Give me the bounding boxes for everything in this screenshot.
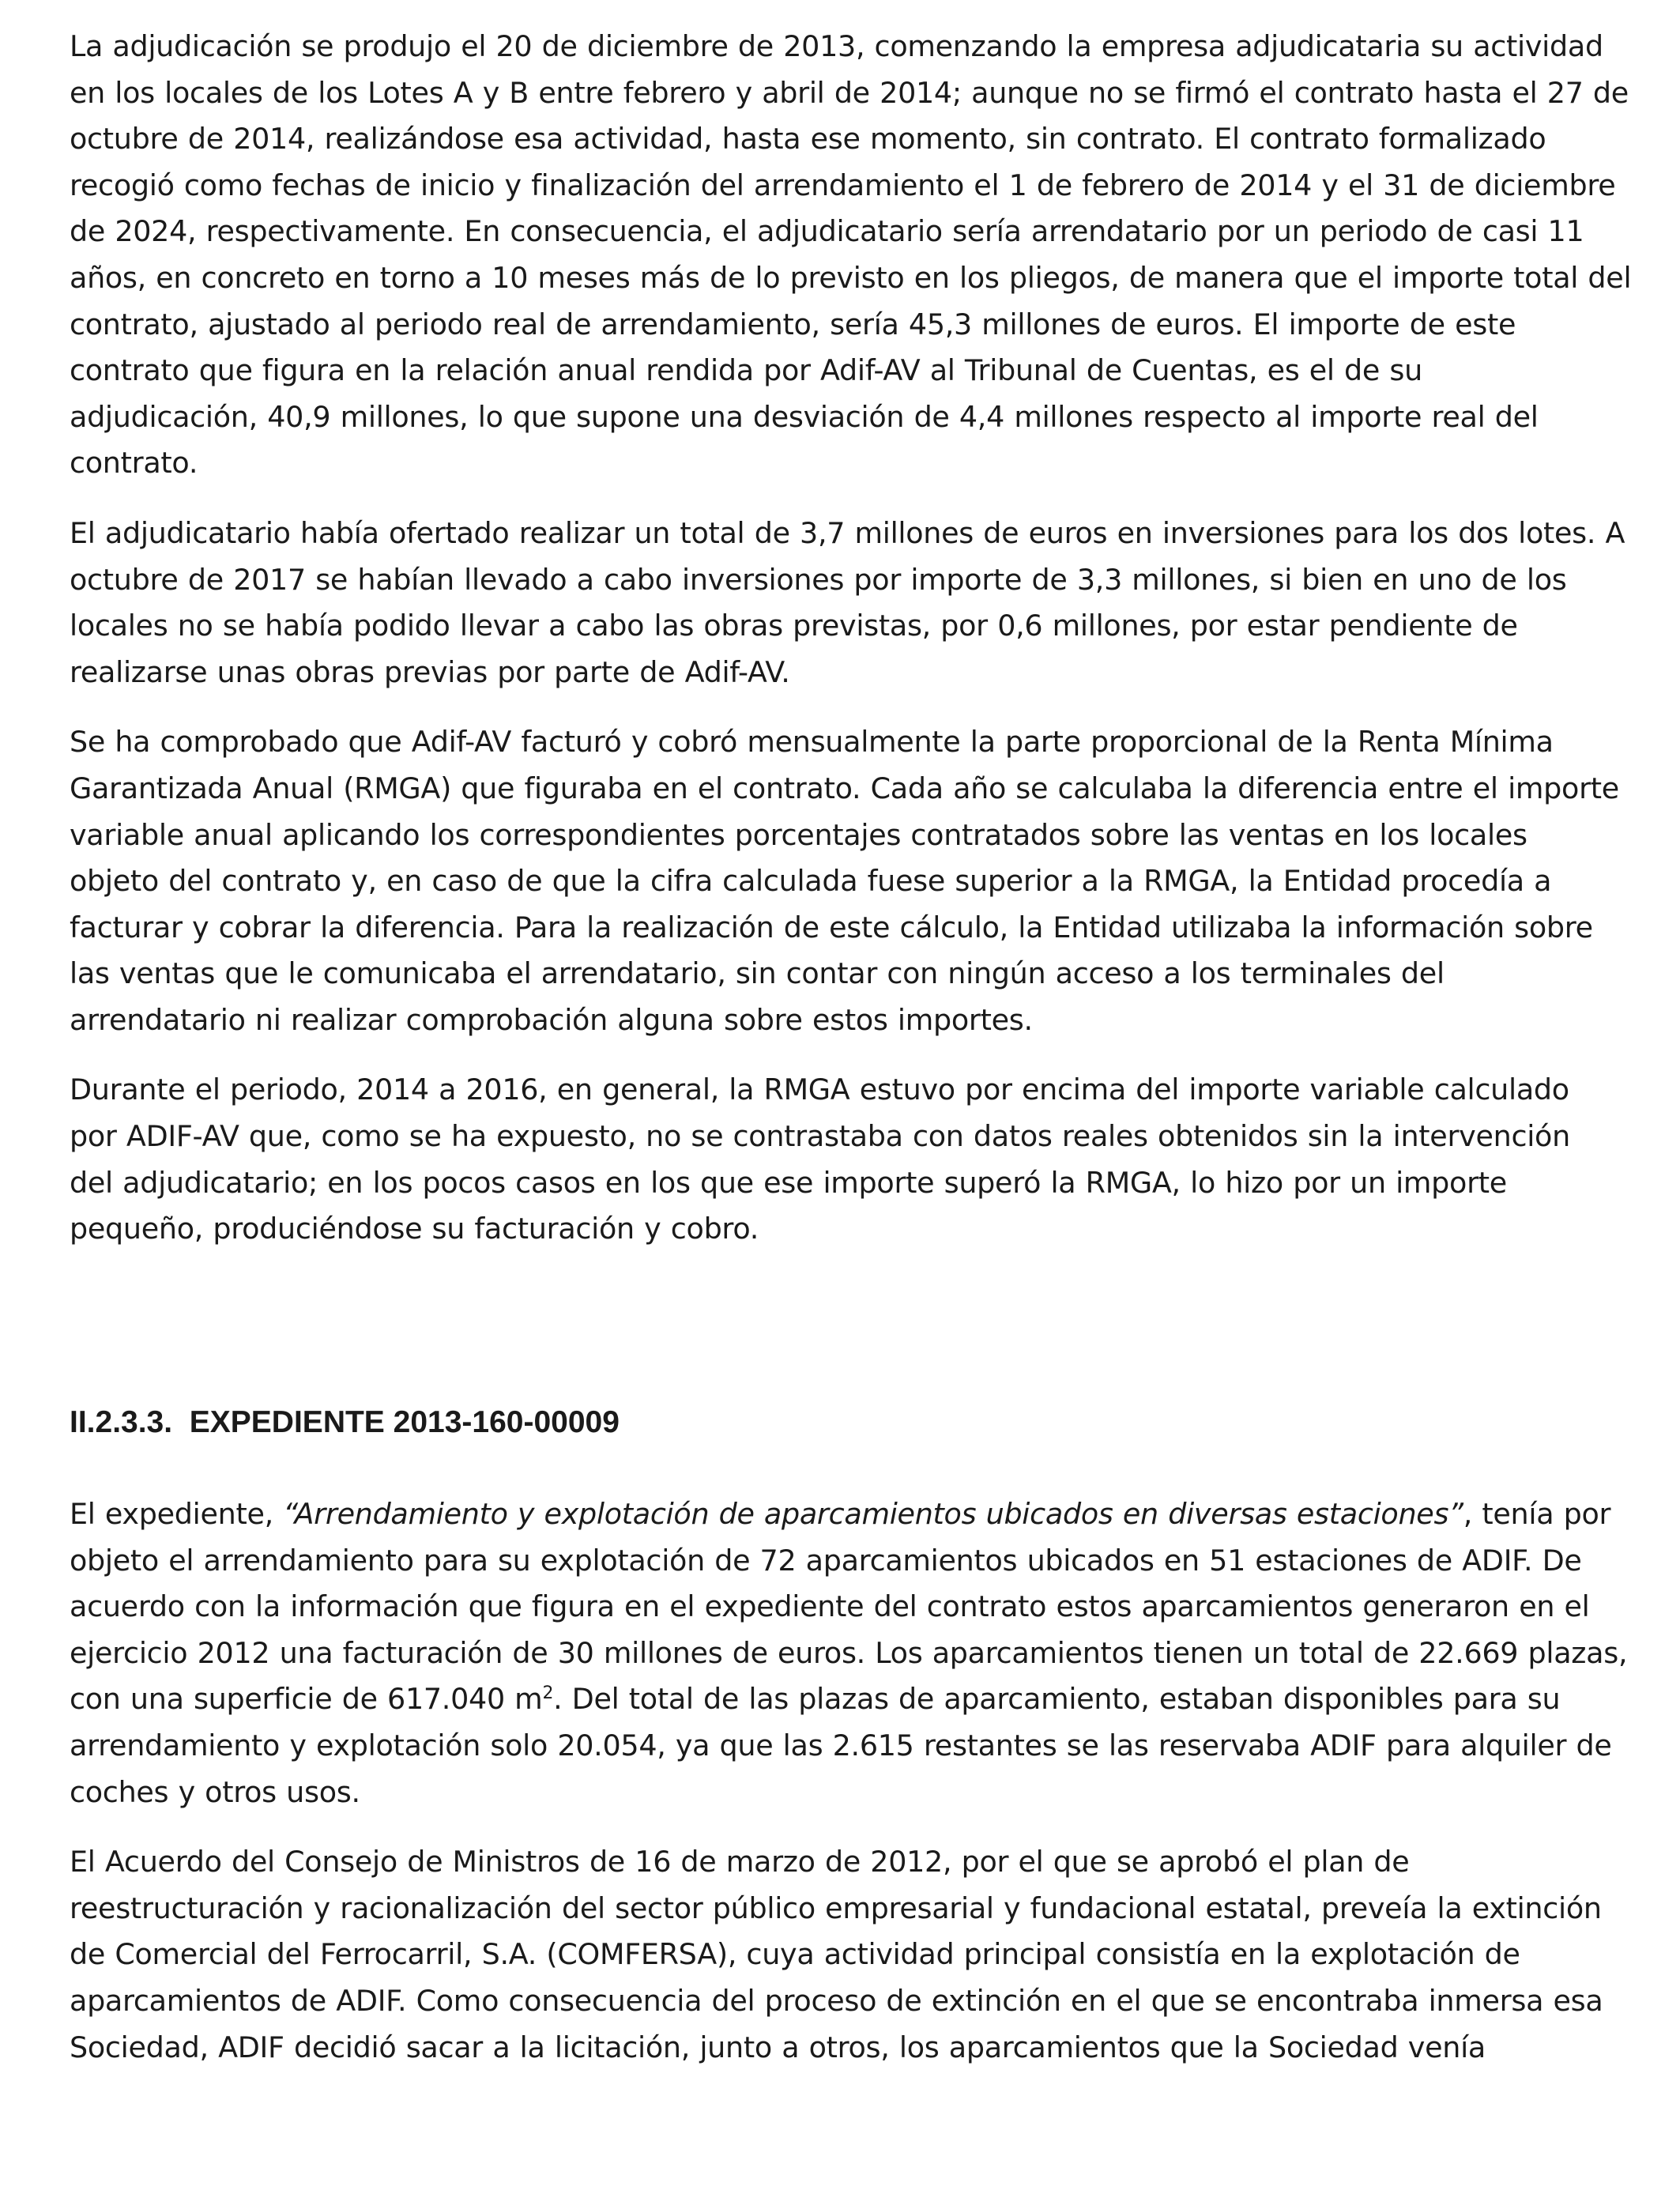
text-line: locales no se había podido llevar a cabo las obras previstas, por 0,6 millones, por estar pendiente de <box>70 609 1518 643</box>
paragraph-adjudicacion <box>70 24 1632 487</box>
text-line: variable anual aplicando los correspondientes porcentajes contratados sobre las ventas en los locales <box>70 817 1527 852</box>
text-line: recogió como fechas de inicio y finalización del arrendamiento el 1 de febrero de 2014 y el 31 de diciembre <box>70 168 1616 202</box>
text-line: adjudicación, 40,9 millones, lo que supone una desviación de 4,4 millones respecto al importe real del <box>70 399 1539 434</box>
text-line: acuerdo con la información que figura en el expediente del contrato estos aparcamientos generaron en el <box>70 1589 1590 1624</box>
text-line: coches y otros usos. <box>70 1774 360 1809</box>
text-line: de Comercial del Ferrocarril, S.A. (COMFERSA), cuya actividad principal consistía en la explotación de <box>70 1937 1520 1972</box>
text-line: las ventas que le comunicaba el arrendatario, sin contar con ningún acceso a los terminales del <box>70 956 1445 991</box>
text-span: El expediente, <box>70 1497 284 1531</box>
text-line: pequeño, produciéndose su facturación y cobro. <box>70 1212 759 1246</box>
text-line: aparcamientos de ADIF. Como consecuencia del proceso de extinción en el que se encontraba inmersa esa <box>70 1983 1603 2018</box>
paragraph-expediente <box>70 1491 1628 1815</box>
text-span: , tenía por <box>1463 1497 1611 1531</box>
document-page <box>70 24 1632 2064</box>
text-line: objeto del contrato y, en caso de que la cifra calculada fuese superior a la RMGA, la Entidad procedía a <box>70 864 1552 899</box>
text-line: El adjudicatario había ofertado realizar un total de 3,7 millones de euros en inversiones para los dos lotes. A <box>70 515 1625 550</box>
text-line: realizarse unas obras previas por parte de Adif-AV. <box>70 654 790 689</box>
text-line: Durante el periodo, 2014 a 2016, en general, la RMGA estuvo por encima del importe variable calculado <box>70 1072 1569 1107</box>
text-line: Sociedad, ADIF decidió sacar a la licitación, junto a otros, los aparcamientos que la Sociedad venía <box>70 2030 1486 2064</box>
text-line: arrendatario ni realizar comprobación alguna sobre estos importes. <box>70 1002 1033 1037</box>
text-line: Garantizada Anual (RMGA) que figuraba en el contrato. Cada año se calculaba la diferencia entre el importe <box>70 771 1619 805</box>
text-line <box>70 1491 1618 1538</box>
text-line: reestructuración y racionalización del sector público empresarial y fundacional estatal, preveía la extinción <box>70 1891 1602 1925</box>
text-span: . Del total de las plazas de aparcamiento, estaban disponibles para su <box>553 1682 1561 1717</box>
text-line: octubre de 2014, realizándose esa actividad, hasta ese momento, sin contrato. El contrato formalizado <box>70 122 1546 156</box>
text-line: arrendamiento y explotación solo 20.054, ya que las 2.615 restantes se las reservaba ADIF para alquiler de <box>70 1728 1612 1762</box>
expediente-section <box>70 1491 1628 2094</box>
paragraph-acuerdo <box>70 1839 1618 2071</box>
text-span: con una superficie de 617.040 m <box>70 1682 543 1717</box>
superscript: 2 <box>542 1683 554 1704</box>
text-line: contrato, ajustado al periodo real de arrendamiento, sería 45,3 millones de euros. El importe de este <box>70 307 1516 341</box>
text-line <box>70 1676 1618 1723</box>
text-line: en los locales de los Lotes A y B entre febrero y abril de 2014; aunque no se firmó el contrato hasta el 27 de <box>70 75 1629 110</box>
text-line: de 2024, respectivamente. En consecuencia, el adjudicatario sería arrendatario por un periodo de casi 11 <box>70 214 1584 249</box>
text-line: ejercicio 2012 una facturación de 30 millones de euros. Los aparcamientos tienen un total de 22.669 plazas, <box>70 1635 1628 1670</box>
text-line: por ADIF-AV que, como se ha expuesto, no se contrastaba con datos reales obtenidos sin la intervención <box>70 1119 1570 1154</box>
text-line: objeto el arrendamiento para su explotación de 72 aparcamientos ubicados en 51 estaciones de ADIF. De <box>70 1543 1582 1578</box>
text-line: del adjudicatario; en los pocos casos en los que ese importe superó la RMGA, lo hizo por un importe <box>70 1165 1507 1200</box>
text-line: La adjudicación se produjo el 20 de diciembre de 2013, comenzando la empresa adjudicataria su actividad <box>70 29 1603 63</box>
text-line: octubre de 2017 se habían llevado a cabo inversiones por importe de 3,3 millones, si bien en uno de los <box>70 562 1567 597</box>
text-line: facturar y cobrar la diferencia. Para la realización de este cálculo, la Entidad utilizaba la información sobre <box>70 910 1593 944</box>
text-line: contrato que figura en la relación anual rendida por Adif-AV al Tribunal de Cuentas, es el de su <box>70 353 1422 388</box>
section-heading: II.2.3.3. EXPEDIENTE 2013-160-00009 <box>70 1405 620 1439</box>
paragraph-rmga <box>70 719 1618 1043</box>
paragraph-periodo <box>70 1067 1618 1252</box>
text-line: El Acuerdo del Consejo de Ministros de 16 de marzo de 2012, por el que se aprobó el plan de <box>70 1845 1410 1879</box>
text-line: contrato. <box>70 446 198 481</box>
text-line: años, en concreto en torno a 10 meses más de lo previsto en los pliegos, de manera que el importe total del <box>70 260 1632 295</box>
text-line: Se ha comprobado que Adif-AV facturó y cobró mensualmente la parte proporcional de la Renta Mínima <box>70 725 1554 760</box>
paragraph-inversiones <box>70 511 1625 696</box>
contract-title: “Arrendamiento y explotación de aparcamientos ubicados en diversas estaciones” <box>283 1497 1463 1531</box>
